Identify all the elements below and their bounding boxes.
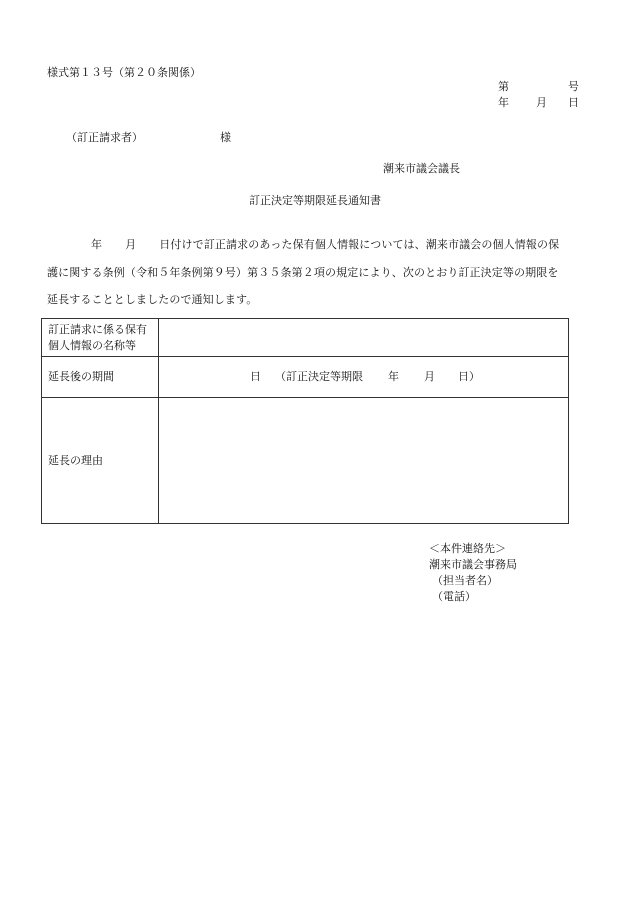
- reason-field[interactable]: [159, 398, 569, 524]
- row-label-reason: 延長の理由: [42, 398, 159, 524]
- body-year: 年: [91, 238, 103, 251]
- date-month: 月: [536, 96, 547, 109]
- table-row: [42, 357, 569, 398]
- contact-office: 潮来市議会事務局: [429, 558, 517, 571]
- row-label-extended-period: 延長後の期間: [42, 357, 159, 398]
- contact-person: （担当者名）: [432, 574, 498, 587]
- date-day: 日: [568, 96, 579, 109]
- info-table: [41, 318, 569, 524]
- document-number-prefix: 第: [498, 80, 509, 93]
- body-month: 月: [125, 238, 137, 251]
- body-line-2: 護に関する条例（令和５年条例第９号）第３５条第２項の規定により、次のとおり訂正決定等の期限を: [47, 265, 559, 279]
- form-number: 様式第１３号（第２０条関係）: [47, 66, 201, 79]
- document-number-suffix: 号: [568, 80, 579, 93]
- extended-period-field[interactable]: [159, 357, 569, 398]
- addressee-label: （訂正請求者）: [66, 131, 143, 144]
- row-label-target-info-line-2: 個人情報の名称等: [48, 338, 136, 352]
- period-year: 年: [388, 370, 399, 383]
- period-month: 月: [424, 370, 435, 383]
- contact-phone: （電話）: [432, 590, 476, 603]
- period-day-close: 日）: [458, 370, 480, 383]
- period-paren-open: （訂正決定等期限: [275, 370, 363, 383]
- document-number: [498, 80, 580, 96]
- row-label-target-info: [42, 319, 159, 357]
- table-row: [42, 398, 569, 524]
- addressee: [66, 131, 231, 146]
- body-line-1: [47, 231, 583, 259]
- body-line-1-text: 日付けで訂正請求のあった保有個人情報については、潮来市議会の個人情報の保: [159, 238, 560, 251]
- body-line-3: 延長することとしましたので通知します。: [47, 293, 258, 306]
- date-year: 年: [498, 96, 509, 109]
- target-info-field[interactable]: [159, 319, 569, 357]
- period-day: 日: [250, 370, 261, 383]
- document-title: 訂正決定等期限延長通知書: [249, 194, 381, 207]
- document-date: [498, 96, 580, 112]
- contact-heading: ＜本件連絡先＞: [429, 542, 506, 555]
- body-text: [47, 231, 583, 314]
- sender: 潮来市議会議長: [383, 162, 460, 175]
- row-label-target-info-line-1: 訂正請求に係る保有: [48, 322, 147, 336]
- table-row: [42, 319, 569, 357]
- contact-block: [429, 541, 517, 605]
- addressee-honorific: 様: [220, 131, 231, 144]
